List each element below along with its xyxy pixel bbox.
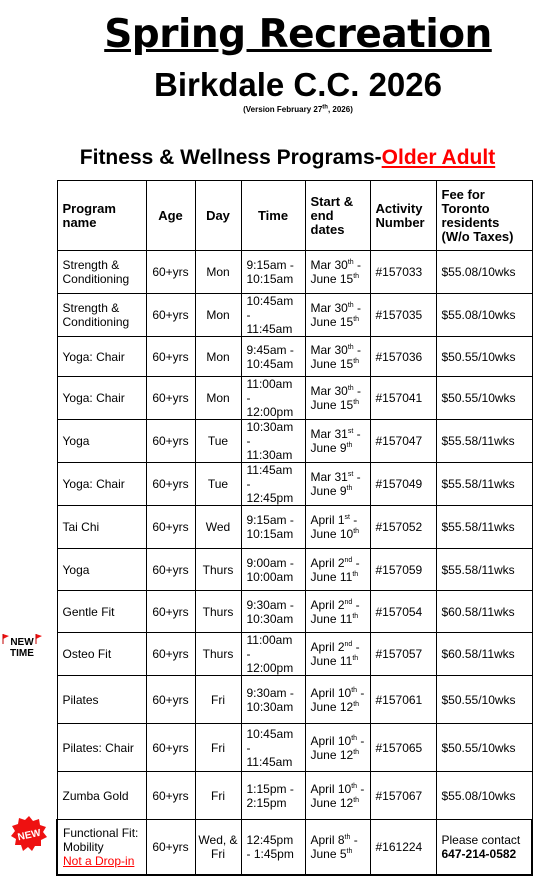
cell-day: Wed [195,506,241,549]
col-header-day: Day [195,181,241,251]
cell-dates: Mar 30th - June 15th [305,251,370,294]
col-header-fee: Fee for Toronto residents (W/o Taxes) [436,181,532,251]
cell-dates: April 8th - June 5th [305,820,370,875]
cell-dates: April 10th - June 12th [305,724,370,772]
cell-day: Wed, & Fri [195,820,241,875]
cell-activity-number: #157059 [370,549,436,591]
col-header-dates: Start & end dates [305,181,370,251]
cell-program: Yoga: Chair [57,337,146,377]
cell-program: Functional Fit: Mobility Not a Drop-in [57,820,146,875]
page-title: Spring Recreation [104,12,492,57]
cell-fee: $50.55/10wks [436,676,532,724]
cell-activity-number: #157033 [370,251,436,294]
version-note: (Version February 27th, 2026) [243,104,353,114]
table-row [57,633,532,676]
cell-dates: April 2nd - June 11th [305,549,370,591]
cell-activity-number: #157035 [370,294,436,337]
cell-time: 10:45am - 11:45am [241,724,305,772]
cell-time: 9:15am - 10:15am [241,251,305,294]
cell-time: 1:15pm - 2:15pm [241,772,305,820]
cell-fee: $55.08/10wks [436,294,532,337]
section-title: Fitness & Wellness Programs-Older Adult [79,146,496,169]
table-row [57,420,532,463]
cell-program: Pilates [57,676,146,724]
cell-dates: April 2nd - June 11th [305,633,370,676]
table-row [57,820,532,875]
cell-activity-number: #157049 [370,463,436,506]
cell-fee: $50.55/10wks [436,337,532,377]
cell-time: 11:00am - 12:00pm [241,377,305,420]
cell-program: Strength & Conditioning [57,251,146,294]
table-row [57,591,532,633]
cell-dates: Mar 30th - June 15th [305,294,370,337]
new-time-badge-time: TIME [10,648,34,659]
cell-activity-number: #157052 [370,506,436,549]
cell-age: 60+yrs [146,633,195,676]
cell-age: 60+yrs [146,337,195,377]
cell-day: Tue [195,463,241,506]
cell-time: 11:45am - 12:45pm [241,463,305,506]
cell-dates: April 10th - June 12th [305,772,370,820]
cell-dates: Mar 31st - June 9th [305,463,370,506]
cell-age: 60+yrs [146,820,195,875]
cell-day: Mon [195,377,241,420]
contact-phone: 647-214-0582 [441,846,517,861]
cell-program: Osteo Fit [57,633,146,676]
cell-fee: $55.58/11wks [436,549,532,591]
cell-time: 9:45am - 10:45am [241,337,305,377]
cell-program: Zumba Gold [57,772,146,820]
table-row [57,549,532,591]
cell-dates: Mar 30th - June 15th [305,377,370,420]
table-row [57,251,532,294]
cell-fee: $50.55/10wks [436,377,532,420]
cell-time: 9:30am - 10:30am [241,676,305,724]
cell-dates: April 1st - June 10th [305,506,370,549]
cell-time: 9:00am - 10:00am [241,549,305,591]
cell-age: 60+yrs [146,676,195,724]
cell-activity-number: #157041 [370,377,436,420]
cell-day: Mon [195,337,241,377]
cell-program: Gentle Fit [57,591,146,633]
cell-fee: $55.58/11wks [436,506,532,549]
cell-day: Mon [195,294,241,337]
new-time-badge-icon [0,632,44,660]
cell-age: 60+yrs [146,549,195,591]
cell-activity-number: #157036 [370,337,436,377]
table-row [57,772,532,820]
page-subtitle: Birkdale C.C. 2026 [154,66,442,103]
cell-fee: $60.58/11wks [436,633,532,676]
cell-fee: $55.08/10wks [436,251,532,294]
new-badge-label: NEW [16,827,42,844]
cell-fee: $60.58/11wks [436,591,532,633]
col-header-program: Program name [57,181,146,251]
cell-activity-number: #161224 [370,820,436,875]
cell-program: Yoga: Chair [57,463,146,506]
new-badge-icon [10,815,48,853]
cell-age: 60+yrs [146,724,195,772]
cell-day: Tue [195,420,241,463]
cell-age: 60+yrs [146,463,195,506]
cell-age: 60+yrs [146,251,195,294]
cell-program: Strength & Conditioning [57,294,146,337]
new-time-badge-new: NEW [10,637,34,648]
cell-activity-number: #157057 [370,633,436,676]
cell-activity-number: #157047 [370,420,436,463]
cell-time: 9:30am - 10:30am [241,591,305,633]
cell-program: Yoga [57,420,146,463]
cell-activity-number: #157054 [370,591,436,633]
cell-program: Pilates: Chair [57,724,146,772]
cell-dates: April 2nd - June 11th [305,591,370,633]
col-header-time: Time [241,181,305,251]
section-title-accent: Older Adult [381,146,496,169]
cell-activity-number: #157067 [370,772,436,820]
cell-day: Thurs [195,633,241,676]
cell-fee: Please contact 647-214-0582 [436,820,532,875]
cell-fee: $55.58/11wks [436,463,532,506]
cell-age: 60+yrs [146,420,195,463]
table-row [57,294,532,337]
cell-age: 60+yrs [146,294,195,337]
cell-fee: $55.58/11wks [436,420,532,463]
table-row [57,463,532,506]
table-row [57,337,532,377]
cell-fee: $50.55/10wks [436,724,532,772]
table-row [57,377,532,420]
col-header-age: Age [146,181,195,251]
programs-table [56,180,533,876]
cell-age: 60+yrs [146,591,195,633]
table-row [57,676,532,724]
cell-dates: Mar 30th - June 15th [305,337,370,377]
cell-day: Thurs [195,591,241,633]
cell-day: Mon [195,251,241,294]
cell-activity-number: #157061 [370,676,436,724]
not-drop-in-note: Not a Drop-in [63,853,135,868]
cell-time: 10:45am - 11:45am [241,294,305,337]
table-row [57,506,532,549]
cell-dates: Mar 31st - June 9th [305,420,370,463]
cell-day: Fri [195,724,241,772]
cell-program: Tai Chi [57,506,146,549]
cell-program: Yoga [57,549,146,591]
cell-age: 60+yrs [146,772,195,820]
cell-day: Fri [195,772,241,820]
table-row [57,724,532,772]
cell-time: 12:45pm - 1:45pm [241,820,305,875]
table-header-row [57,181,532,251]
cell-age: 60+yrs [146,506,195,549]
cell-age: 60+yrs [146,377,195,420]
cell-day: Fri [195,676,241,724]
cell-dates: April 10th - June 12th [305,676,370,724]
cell-day: Thurs [195,549,241,591]
cell-time: 9:15am - 10:15am [241,506,305,549]
cell-fee: $55.08/10wks [436,772,532,820]
cell-activity-number: #157065 [370,724,436,772]
cell-time: 11:00am - 12:00pm [241,633,305,676]
cell-program: Yoga: Chair [57,377,146,420]
cell-time: 10:30am - 11:30am [241,420,305,463]
col-header-activity-number: Activity Number [370,181,436,251]
